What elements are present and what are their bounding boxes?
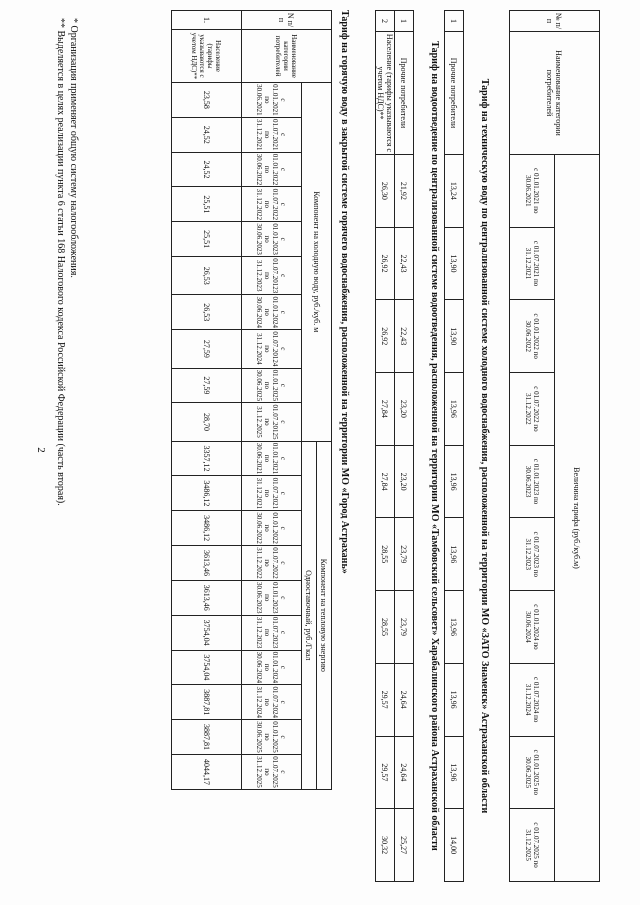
tariff-value: 13,96 (445, 373, 464, 446)
tariff-value: 13,90 (445, 227, 464, 300)
heat-period-header: с 01.07.2023 по 31.12.2023 (242, 615, 302, 650)
col-value-header: Величина тарифа (руб./куб.м) (555, 155, 600, 882)
tariff-value: 13,96 (445, 445, 464, 518)
heat-period-header: с 01.01.2022 по 30.06.2022 (242, 511, 302, 546)
heat-period-header: с 01.07.2024 по 31.12.2024 (242, 685, 302, 720)
cold-period-header: с 01.01.2022 по 30.06.2022 (242, 152, 302, 187)
row-name: Население (тарифы указываются с учетом НДС)** (172, 30, 242, 83)
tariff-value: 22,43 (395, 227, 414, 300)
cold-value: 24,52 (172, 117, 242, 152)
tariff-value: 29,57 (376, 736, 395, 809)
heat-period-header: с 01.07.2022 по 31.12.2022 (242, 546, 302, 581)
t3-col-heat-sub: Одноставочный, руб./Гкал (302, 441, 317, 789)
section1-table (444, 10, 464, 882)
cold-period-header: с 01.01.2021 по 30.06.2021 (242, 83, 302, 118)
row-name: Прочие потребители (395, 32, 414, 155)
rotated-sheet (40, 10, 600, 890)
tariff-value: 26,30 (376, 155, 395, 228)
heat-value: 4044,17 (172, 754, 242, 789)
footnote-2: ** Выделяется в целях реализации пункта 6 статьи 168 Налогового кодекса Российской Федерации (часть вторая). (55, 18, 66, 506)
period-header: с 01.01.2024 по 30.06.2024 (510, 591, 555, 664)
period-header: с 01.07.2021 по 31.12.2021 (510, 227, 555, 300)
col-no-header: № п/ п (510, 11, 600, 32)
section2-table (375, 10, 414, 882)
cold-period-header: с 01.01.2024 по 30.06.2024 (242, 295, 302, 330)
heat-value: 3613,46 (172, 580, 242, 615)
period-header: с 01.07.2024 по 31.12.2024 (510, 663, 555, 736)
heat-value: 3754,04 (172, 650, 242, 685)
tariff-value: 27,84 (376, 445, 395, 518)
row-name: Население (тарифы указываются с учетом НДС)** (376, 32, 395, 155)
hot-water-title: Тариф на горячую воду в закрытой системе горячего водоснабжения, расположенной на территории МО «Город Астрахань» (339, 10, 350, 574)
tariff-value: 23,79 (395, 518, 414, 591)
table-row (376, 11, 395, 882)
cold-period-header: с 01.01.2023 по 30.06.2023 (242, 222, 302, 257)
tariff-value: 24,64 (395, 736, 414, 809)
cold-value: 23,58 (172, 83, 242, 118)
section1-title: Тариф на техническую воду по централизованной системе холодного водоснабжения, расположенной на территории МО «ЗАТО Знаменск» Астраханской области (479, 78, 490, 814)
period-header: с 01.07.2023 по 31.12.2023 (510, 518, 555, 591)
t3-col-heat: Компонент на тепловую энергию (317, 441, 332, 789)
heat-value: 3486,12 (172, 476, 242, 511)
heat-value: 3486,12 (172, 511, 242, 546)
heat-value: 3887,81 (172, 720, 242, 755)
heat-value: 3754,04 (172, 615, 242, 650)
tariff-value: 13,96 (445, 591, 464, 664)
footnote-1: * Организация применяет общую систему налогообложения. (68, 18, 79, 278)
row-no: 2 (376, 11, 395, 32)
tariff-value: 13,90 (445, 300, 464, 373)
period-header: с 01.01.2023 по 30.06.2023 (510, 445, 555, 518)
tariff-value: 13,96 (445, 663, 464, 736)
tariff-value: 23,79 (395, 591, 414, 664)
cold-period-header: с 01.01.2025 по 30.06.2025 (242, 368, 302, 403)
period-header: с 01.01.2021 по 30.06.2021 (510, 155, 555, 228)
heat-period-header: с 01.01.2024 по 30.06.2024 (242, 650, 302, 685)
tariff-value: 27,84 (376, 373, 395, 446)
section2-title: Тариф на водоотведение по централизованной системе водоотведения, расположенной на территории МО «Тамбовский сельсовет» Харабалинского района Астраханской области (429, 41, 440, 851)
tariff-value: 13,24 (445, 155, 464, 228)
heat-period-header: с 01.01.2025 по 30.06.2025 (242, 720, 302, 755)
t3-col-no: N п/п (242, 11, 332, 30)
tariff-value: 24,64 (395, 663, 414, 736)
tariff-value: 13,96 (445, 518, 464, 591)
cold-value: 26,53 (172, 257, 242, 295)
row-name: Прочие потребители (445, 32, 464, 155)
tariff-value: 13,96 (445, 736, 464, 809)
tariff-value: 30,32 (376, 809, 395, 882)
cold-period-header: с 01.07.20123 по 31.12.2023 (242, 257, 302, 295)
tariff-value: 28,55 (376, 518, 395, 591)
footnotes (54, 18, 80, 506)
table-row (445, 11, 464, 882)
row-no: 1 (445, 11, 464, 32)
table-row (395, 11, 414, 882)
tariff-value: 26,92 (376, 300, 395, 373)
cold-value: 26,53 (172, 295, 242, 330)
tariff-value: 29,57 (376, 663, 395, 736)
heat-period-header: с 01.07.2021 по 31.12.2021 (242, 476, 302, 511)
heat-value: 3357,12 (172, 441, 242, 476)
period-header: с 01.07.2025 по 31.12.2025 (510, 809, 555, 882)
tariff-value: 25,27 (395, 809, 414, 882)
cold-period-header: с 01.07.20124 по 31.12.2024 (242, 330, 302, 368)
row-no: 1. (172, 11, 242, 30)
heat-period-header: с 01.01.2023 по 30.06.2023 (242, 580, 302, 615)
cold-period-header: с 01.07.20125 по 31.12.2025 (242, 403, 302, 441)
cold-value: 27,59 (172, 368, 242, 403)
page-number: 2 (34, 447, 47, 453)
heat-period-header: с 01.01.2021 по 30.06.2021 (242, 441, 302, 476)
t3-col-name: Наименование категории потребителей (242, 30, 332, 83)
heat-value: 3887,81 (172, 685, 242, 720)
heat-period-header: с 01.07.2025 по 31.12.2025 (242, 754, 302, 789)
period-header: с 01.01.2025 по 30.06.2025 (510, 736, 555, 809)
col-name-header: Наименование категории потребителей (510, 32, 600, 155)
technical-water-table (509, 10, 600, 882)
cold-value: 25,51 (172, 187, 242, 222)
row-no: 1 (395, 11, 414, 32)
tariff-value: 28,55 (376, 591, 395, 664)
tariff-value: 14,00 (445, 809, 464, 882)
period-header: с 01.01.2022 по 30.06.2022 (510, 300, 555, 373)
tariff-value: 26,92 (376, 227, 395, 300)
cold-value: 25,51 (172, 222, 242, 257)
hot-water-table (171, 10, 332, 790)
cold-value: 24,52 (172, 152, 242, 187)
period-header: с 01.07.2022 по 31.12.2022 (510, 373, 555, 446)
heat-value: 3613,46 (172, 546, 242, 581)
cold-period-header: с 01.07.2021 по 31.12.2021 (242, 117, 302, 152)
cold-value: 28,70 (172, 403, 242, 441)
cold-period-header: с 01.07.2022 по 31.12.2022 (242, 187, 302, 222)
tariff-value: 21,92 (395, 155, 414, 228)
tariff-value: 23,20 (395, 445, 414, 518)
tariff-value: 22,43 (395, 300, 414, 373)
tariff-value: 23,20 (395, 373, 414, 446)
t3-col-cold: Компонент на холодную воду, руб./куб. м (302, 83, 332, 442)
cold-value: 27,59 (172, 330, 242, 368)
